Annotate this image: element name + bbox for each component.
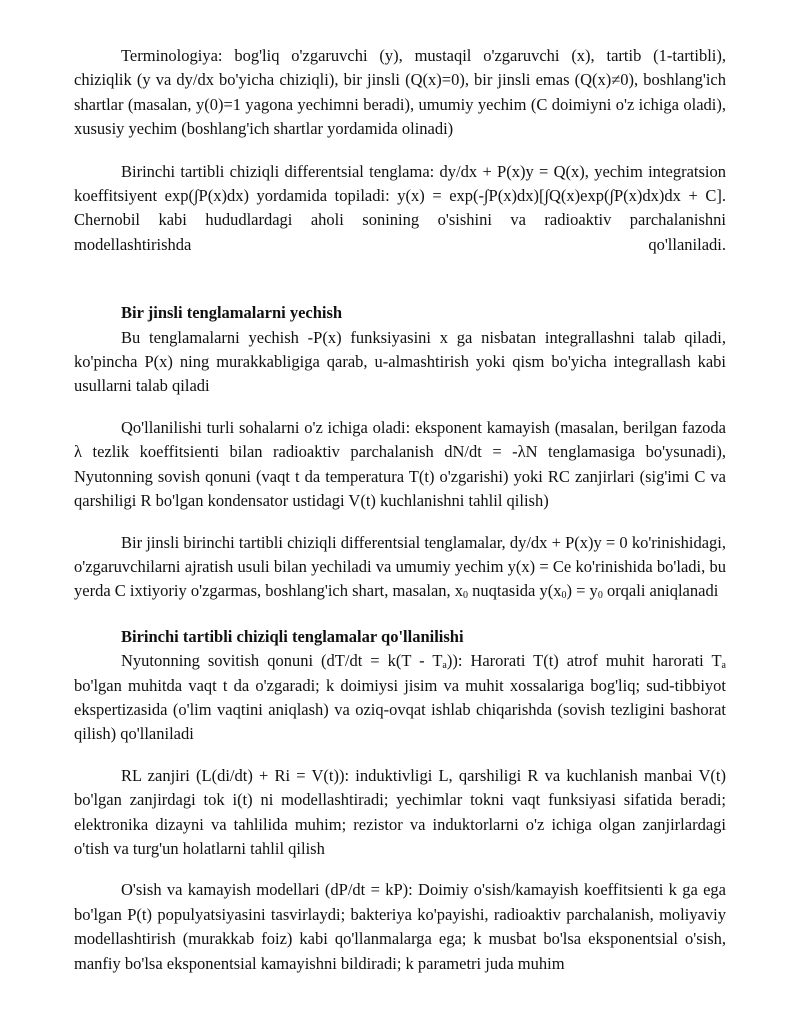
paragraph-rl-circuit: RL zanjiri (L(di/dt) + Ri = V(t)): induktivligi L, qarshiligi R va kuchlanish manbai V(t) bo'lgan zanjirdagi tok i(t) ni modellashtiradi; yechimlar tokni vaqt funksiyasi sifatida beradi; elektronika dizayni va tahlilida muhim; rezistor va induktorlarni o'z ichiga olgan zanjirlardagi o'tish va turg'un holatlarni tahlil qilish [74,765,726,858]
heading-applications: Birinchi tartibli chiziqli tenglamalar qo'llanilishi [121,626,464,646]
text-segment: nuqtasida y(x [468,581,562,601]
subscript: 0 [597,590,603,602]
text-segment: orqali aniqlanadi [602,581,719,601]
subscript: 0 [561,590,567,602]
paragraph-first-order-linear: Birinchi tartibli chiziqli differentsial tenglama: dy/dx + P(x)y = Q(x), yechim integratsion koeffitsiyent exp(∫P(x)dx) yordamida topiladi: y(x) = exp(-∫P(x)dx)[∫Q(x)exp(∫P(x)dx)dx + C]. Chernobil kabi hududlardagi aholi sonining o'sishini va radioaktiv parchalanishni modellashtirishda qo'llaniladi. [74,161,726,254]
text-segment: bo'lgan muhitda vaqt t da o'zgaradi; k doimiysi jisim va muhit xossalariga bog'liq; sud-tibbiyot ekspertizasida (o'lim vaqtini aniqlash) va oziq-ovqat ishlab chiqarishda (sovish tezligini bashorat qilish) qo'llaniladi [74,675,726,744]
paragraph-homogeneous-solution [74,531,726,604]
paragraph-terminology: Terminologiya: bog'liq o'zgaruvchi (y), mustaqil o'zgaruvchi (x), tartib (1-tartibli), chiziqlik (y va dy/dx bo'yicha chiziqli), bir jinsli (Q(x)=0), bir jinsli emas (Q(x)≠0), boshlang'ich shartlar (masalan, y(0)=1 yagona yechimni beradi), umumiy yechim (C doimiyni o'z ichiga oladi), xususiy yechim (boshlang'ich shartlar yordamida olinadi) [74,46,726,139]
paragraph-applications: Qo'llanilishi turli sohalarni o'z ichiga oladi: eksponent kamayish (masalan, berilgan fazoda λ tezlik koeffitsienti bilan radioaktiv parchalanish dN/dt = -λN tenglamasiga bo'ysunadi), Nyutonning sovish qonuni (vaqt t da temperatura T(t) o'zgarishi) yoki RC zanjirlari (sig'imi C va qarshiligi R bo'lgan kondensator ustidagi V(t) kuchlanishni tahlil qilish) [74,417,726,511]
subscript: 0 [463,590,469,602]
text-segment: )): Harorati T(t) atrof muhit harorati T [446,651,722,671]
paragraph-newton-cooling [74,649,726,747]
document-page [74,44,726,976]
paragraph-growth-decay: O'sish va kamayish modellari (dP/dt = kP): Doimiy o'sish/kamayish koeffitsienti k ga ega bo'lgan P(t) populyatsiyasini tasvirlaydi; bakteriya ko'payishi, radioaktiv parchalanish, moliyaviy modellashtirish (murakkab foiz) kabi qo'llanmalarga ega; k musbat bo'lsa eksponentsial o'sish, manfiy bo'lsa eksponentsial kamayishni bildiradi; k parametri juda muhim [74,880,726,973]
heading-homogeneous-solving: Bir jinsli tenglamalarni yechish [121,303,343,323]
paragraph-integration-methods: Bu tenglamalarni yechish -P(x) funksiyasini x ga nisbatan integrallashni talab qiladi, ko'pincha P(x) ning murakkabligiga qarab, u-almashtirish yoki qism bo'yicha integrallash kabi usullarni talab qiladi [74,327,726,396]
text-segment: Nyutonning sovitish qonuni (dT/dt = k(T - T [121,651,443,671]
subscript: a [442,660,447,672]
subscript: a [721,660,726,672]
text-segment: ) = y [566,581,598,601]
text-segment: Bir jinsli birinchi tartibli chiziqli differentsial tenglamalar, dy/dx + P(x)y = 0 ko'rinishidagi, o'zgaruvchilarni ajratish usuli bilan yechiladi va umumiy yechim y(x) = Ce ko'rinishida bo'ladi, bu yerda C ixtiyoriy o'zgarmas, boshlang'ich shart, masalan, x [74,532,726,601]
